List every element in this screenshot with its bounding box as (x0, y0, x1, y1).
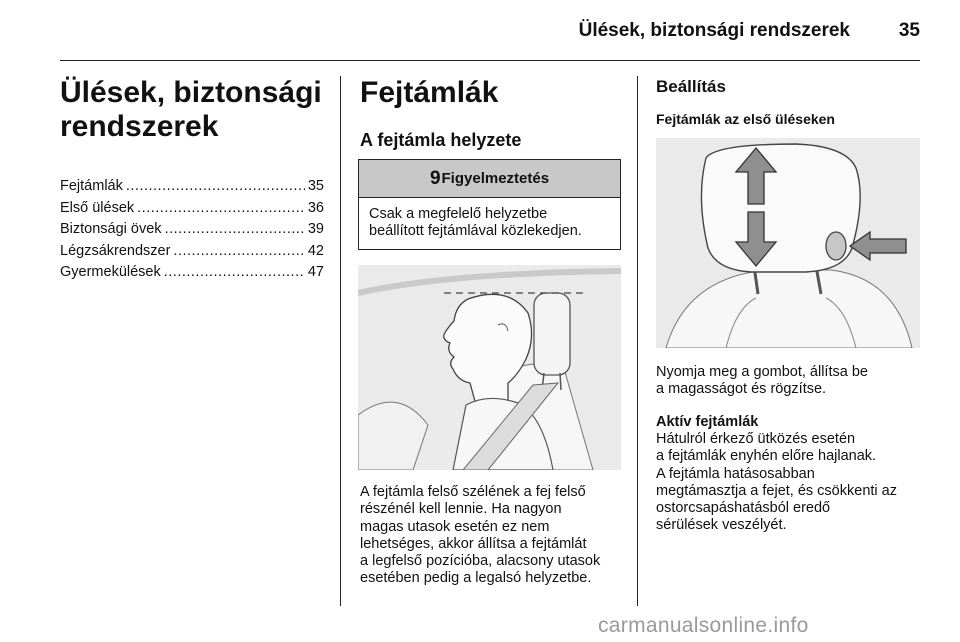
warning-body (359, 198, 620, 240)
header-rule (60, 60, 920, 61)
paragraph-line: lehetséges, akkor állítsa a fejtámlát (360, 535, 587, 552)
warning-text-line: Csak a megfelelő helyzetbe (369, 206, 548, 222)
paragraph-line: megtámasztja a fejet, és csökkenti az (656, 482, 897, 499)
toc-entry[interactable] (60, 221, 324, 243)
toc-entry-label: Fejtámlák (60, 178, 123, 194)
chapter-title-line: rendszerek (60, 110, 219, 143)
warning-triangle-icon: 9 (429, 167, 441, 189)
toc-entry[interactable] (60, 200, 324, 222)
adjustment-paragraph (656, 364, 920, 399)
toc-dot-leader (173, 243, 304, 259)
toc-entry[interactable] (60, 178, 324, 200)
running-header-title: Ülések, biztonsági rendszerek (578, 20, 850, 41)
toc-dot-leader (165, 221, 305, 237)
paragraph-line: Hátulról érkező ütközés esetén (656, 431, 856, 447)
head-restraint-position-illustration (358, 265, 621, 470)
paragraph-line: a fejtámlák enyhén előre hajlanak. (656, 448, 877, 465)
section-title: Fejtámlák (360, 76, 499, 109)
toc-entry-page: 35 (307, 178, 324, 194)
warning-box (358, 159, 621, 250)
paragraph-line: A fejtámla hatásosabban (656, 465, 815, 482)
paragraph-line: a magasságot és rögzítse. (656, 381, 827, 398)
chapter-title (60, 76, 330, 144)
toc-dot-leader (137, 200, 305, 216)
subsection-title: A fejtámla helyzete (360, 130, 522, 150)
toc-entry-page: 36 (307, 199, 324, 216)
active-headrests-title: Aktív fejtámlák (656, 414, 759, 430)
column-divider-left (340, 76, 341, 606)
paragraph-line: magas utasok esetén ez nem (360, 518, 550, 535)
toc-entry-label: Biztonsági övek (60, 221, 162, 237)
warning-heading: Figyelmeztetés (441, 170, 550, 187)
paragraph-line: sérülések veszélyét. (656, 517, 787, 534)
toc-dot-leader (164, 264, 305, 280)
warning-header (359, 160, 620, 198)
table-of-contents (60, 178, 324, 286)
paragraph-line: részénél kell lennie. Ha nagyon (360, 501, 562, 518)
paragraph-line: Nyomja meg a gombot, állítsa be (656, 364, 868, 380)
page-number: 35 (898, 20, 920, 41)
active-headrests-paragraph (656, 431, 926, 535)
toc-entry-page: 47 (307, 264, 324, 280)
toc-dot-leader (126, 178, 305, 194)
toc-entry-label: Légzsákrendszer (60, 242, 171, 259)
toc-entry-label: Első ülések (60, 199, 135, 216)
toc-entry-label: Gyermekülések (60, 264, 161, 280)
chapter-title-line: Ülések, biztonsági (60, 76, 322, 109)
headrest-position-paragraph (360, 484, 625, 588)
toc-entry[interactable] (60, 243, 324, 265)
paragraph-line: ostorcsapáshatásból eredő (656, 500, 831, 517)
toc-entry-page: 39 (307, 221, 324, 237)
warning-text-line: beállított fejtámlával közlekedjen. (369, 223, 582, 239)
watermark: carmanualsonline.info (598, 614, 809, 637)
column-divider-right (637, 76, 638, 606)
front-seat-headrest-subtitle: Fejtámlák az első üléseken (656, 111, 835, 127)
toc-entry[interactable] (60, 264, 324, 286)
paragraph-line: esetében pedig a legalsó helyzetbe. (360, 570, 592, 587)
toc-entry-page: 42 (307, 242, 324, 259)
paragraph-line: a legfelső pozícióba, alacsony utasok (360, 553, 601, 570)
paragraph-line: A fejtámla felső szélének a fej felső (360, 484, 586, 500)
adjustment-title: Beállítás (656, 77, 726, 96)
headrest-adjustment-illustration (656, 138, 920, 348)
